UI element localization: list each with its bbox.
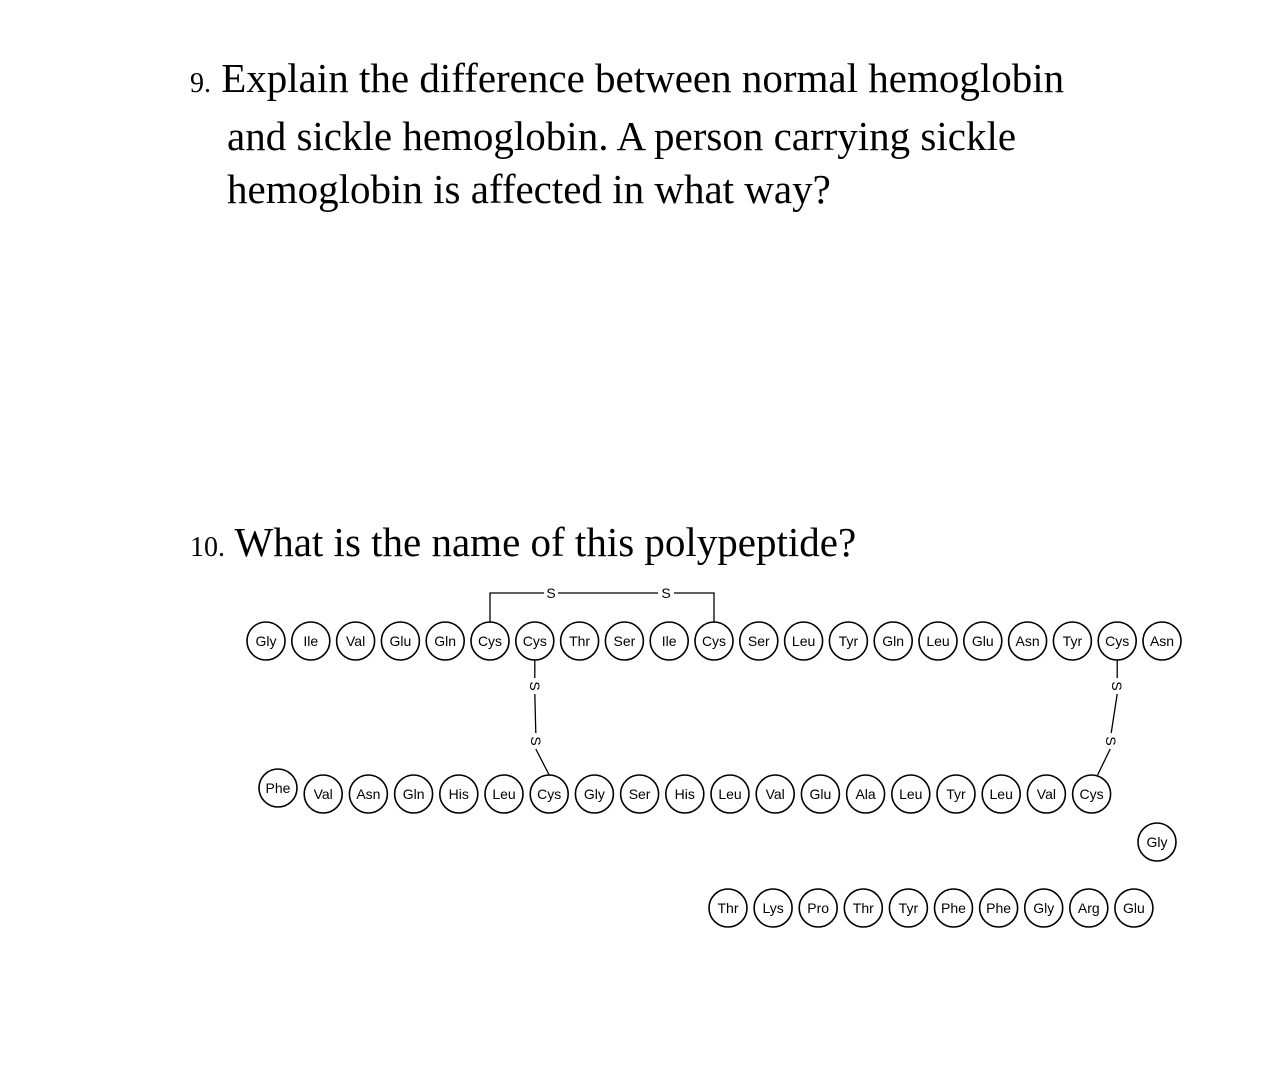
inter-bond-1-sulfur-2: S: [527, 736, 544, 746]
chain-a-residue-2: [292, 622, 330, 660]
chain-a-residue-12: [740, 622, 778, 660]
chain-b-residue-8: [575, 775, 613, 813]
residue-label: Glu: [1123, 900, 1145, 916]
chain-a: [247, 622, 1181, 660]
inter-bond-1-middle: [535, 694, 536, 733]
inter-bond-2-middle: [1111, 694, 1117, 733]
residue-label: Gly: [255, 633, 277, 649]
chain-b-residue-23: [1025, 889, 1063, 927]
chain-b-residue-2: [304, 775, 342, 813]
chain-b-residue-6: [485, 775, 523, 813]
chain-b-residue-11: [711, 775, 749, 813]
residue-label: Gly: [583, 786, 605, 802]
chain-b-residue-14: [847, 775, 885, 813]
chain-b-residue-4: [395, 775, 433, 813]
residue-label: Val: [765, 786, 785, 802]
chain-a-residue-5: [426, 622, 464, 660]
residue-label: Ile: [661, 633, 677, 649]
residue-label: Gln: [402, 786, 425, 802]
chain-a-residue-8: [561, 622, 599, 660]
residue-label: Tyr: [838, 633, 859, 649]
intra-bond-sulfur-2: S: [661, 585, 671, 601]
residue-label: Val: [1036, 786, 1057, 802]
chain-b-residue-20: [1138, 823, 1176, 861]
residue-label: Tyr: [898, 900, 919, 916]
residue-label: Ala: [855, 786, 876, 802]
residue-label: Pro: [807, 900, 830, 916]
chain-b-residue-12: [756, 775, 794, 813]
chain-b-residue-16: [937, 775, 975, 813]
residue-label: Val: [313, 786, 333, 802]
residue-label: Ser: [747, 633, 770, 649]
residue-label: Thr: [569, 633, 591, 649]
residue-label: Cys: [1105, 633, 1130, 649]
residue-label: Phe: [265, 780, 291, 796]
residue-label: Arg: [1077, 900, 1100, 916]
chain-a-residue-14: [829, 622, 867, 660]
chain-b-residue-10: [666, 775, 704, 813]
residue-label: His: [674, 786, 695, 802]
inter-bond-2-bottom: [1098, 749, 1111, 775]
residue-label: Tyr: [1062, 633, 1083, 649]
residue-label: Thr: [852, 900, 874, 916]
residue-label: Asn: [356, 786, 381, 802]
residue-label: Cys: [537, 786, 562, 802]
residue-label: Glu: [809, 786, 832, 802]
chain-b-residue-25: [935, 889, 973, 927]
chain-b-residue-13: [801, 775, 839, 813]
chain-a-residue-15: [874, 622, 912, 660]
residue-label: Leu: [492, 786, 516, 802]
residue-label: Cys: [477, 633, 503, 649]
chain-a-residue-4: [381, 622, 419, 660]
chain-b-residue-30: [709, 889, 747, 927]
chain-a-residue-16: [919, 622, 957, 660]
residue-label: Phe: [941, 900, 966, 916]
residue-label: Thr: [717, 900, 739, 916]
residue-label: Ser: [613, 633, 636, 649]
residue-label: Tyr: [946, 786, 966, 802]
residue-label: Asn: [1149, 633, 1175, 649]
residue-label: Gly: [1033, 900, 1055, 916]
chain-b-residue-21: [1115, 889, 1153, 927]
chain-b-residue-19: [1073, 775, 1111, 813]
residue-label: Leu: [718, 786, 742, 802]
intra-bond-left: [490, 593, 544, 622]
residue-label: Ile: [303, 633, 319, 649]
question-10-number: 10.: [190, 532, 225, 563]
question-9-line-2: and sickle hemoglobin. A person carrying sickle: [227, 113, 1017, 159]
residue-label: Gly: [1146, 834, 1168, 850]
question-9-text-1: Explain the difference between normal hemoglobin: [221, 55, 1065, 101]
chain-b-residue-29: [754, 889, 792, 927]
chain-b-residue-28: [799, 889, 837, 927]
chain-a-residue-9: [605, 622, 643, 660]
residue-label: Leu: [791, 633, 816, 649]
chain-b-residue-17: [982, 775, 1020, 813]
inter-bond-1-bottom: [536, 749, 549, 775]
chain-a-residue-3: [337, 622, 375, 660]
inter-bond-2-sulfur-2: S: [1103, 736, 1120, 746]
chain-b-residue-18: [1027, 775, 1065, 813]
chain-a-residue-1: [247, 622, 285, 660]
residue-label: Asn: [1015, 633, 1040, 649]
chain-a-residue-7: [516, 622, 554, 660]
chain-a-residue-18: [1009, 622, 1047, 660]
chain-b-residue-15: [892, 775, 930, 813]
residue-label: Gln: [882, 633, 905, 649]
residue-label: Cys: [522, 633, 547, 649]
residue-label: Ser: [628, 786, 651, 802]
question-10-text: What is the name of this polypeptide?: [234, 519, 857, 565]
chain-b-residue-22: [1070, 889, 1108, 927]
residue-label: Lys: [762, 900, 784, 916]
chain-b-residue-3: [349, 775, 387, 813]
residue-label: Leu: [899, 786, 923, 802]
residue-label: Glu: [389, 633, 412, 649]
residue-label: Cys: [1079, 786, 1104, 802]
chain-b-residue-7: [530, 775, 568, 813]
chain-b: [259, 769, 1176, 927]
chain-a-residue-10: [650, 622, 688, 660]
chain-a-residue-20: [1098, 622, 1136, 660]
chain-b-residue-1: [259, 769, 297, 807]
residue-label: Leu: [926, 633, 950, 649]
chain-b-residue-24: [980, 889, 1018, 927]
question-9-number: 9.: [190, 68, 211, 99]
intra-bond-sulfur-1: S: [546, 585, 556, 601]
residue-label: His: [448, 786, 469, 802]
residue-label: Gln: [434, 633, 457, 649]
residue-label: Phe: [986, 900, 1012, 916]
residue-label: Leu: [989, 786, 1013, 802]
chain-a-residue-17: [964, 622, 1002, 660]
residue-label: Cys: [701, 633, 727, 649]
intra-bond-right: [674, 593, 714, 622]
disulfide-bonds: [490, 585, 1125, 775]
chain-a-residue-6: [471, 622, 509, 660]
inter-bond-2-sulfur-1: S: [1109, 681, 1126, 691]
chain-b-residue-9: [621, 775, 659, 813]
chain-b-residue-26: [889, 889, 927, 927]
residue-label: Glu: [971, 633, 994, 649]
chain-b-residue-5: [440, 775, 478, 813]
chain-a-residue-13: [785, 622, 823, 660]
chain-a-residue-11: [695, 622, 733, 660]
residue-label: Val: [345, 633, 366, 649]
chain-b-residue-27: [844, 889, 882, 927]
chain-a-residue-21: [1143, 622, 1181, 660]
chain-a-residue-19: [1053, 622, 1091, 660]
question-9-line-3: hemoglobin is affected in what way?: [227, 166, 831, 212]
inter-bond-1-sulfur-1: S: [526, 681, 543, 691]
